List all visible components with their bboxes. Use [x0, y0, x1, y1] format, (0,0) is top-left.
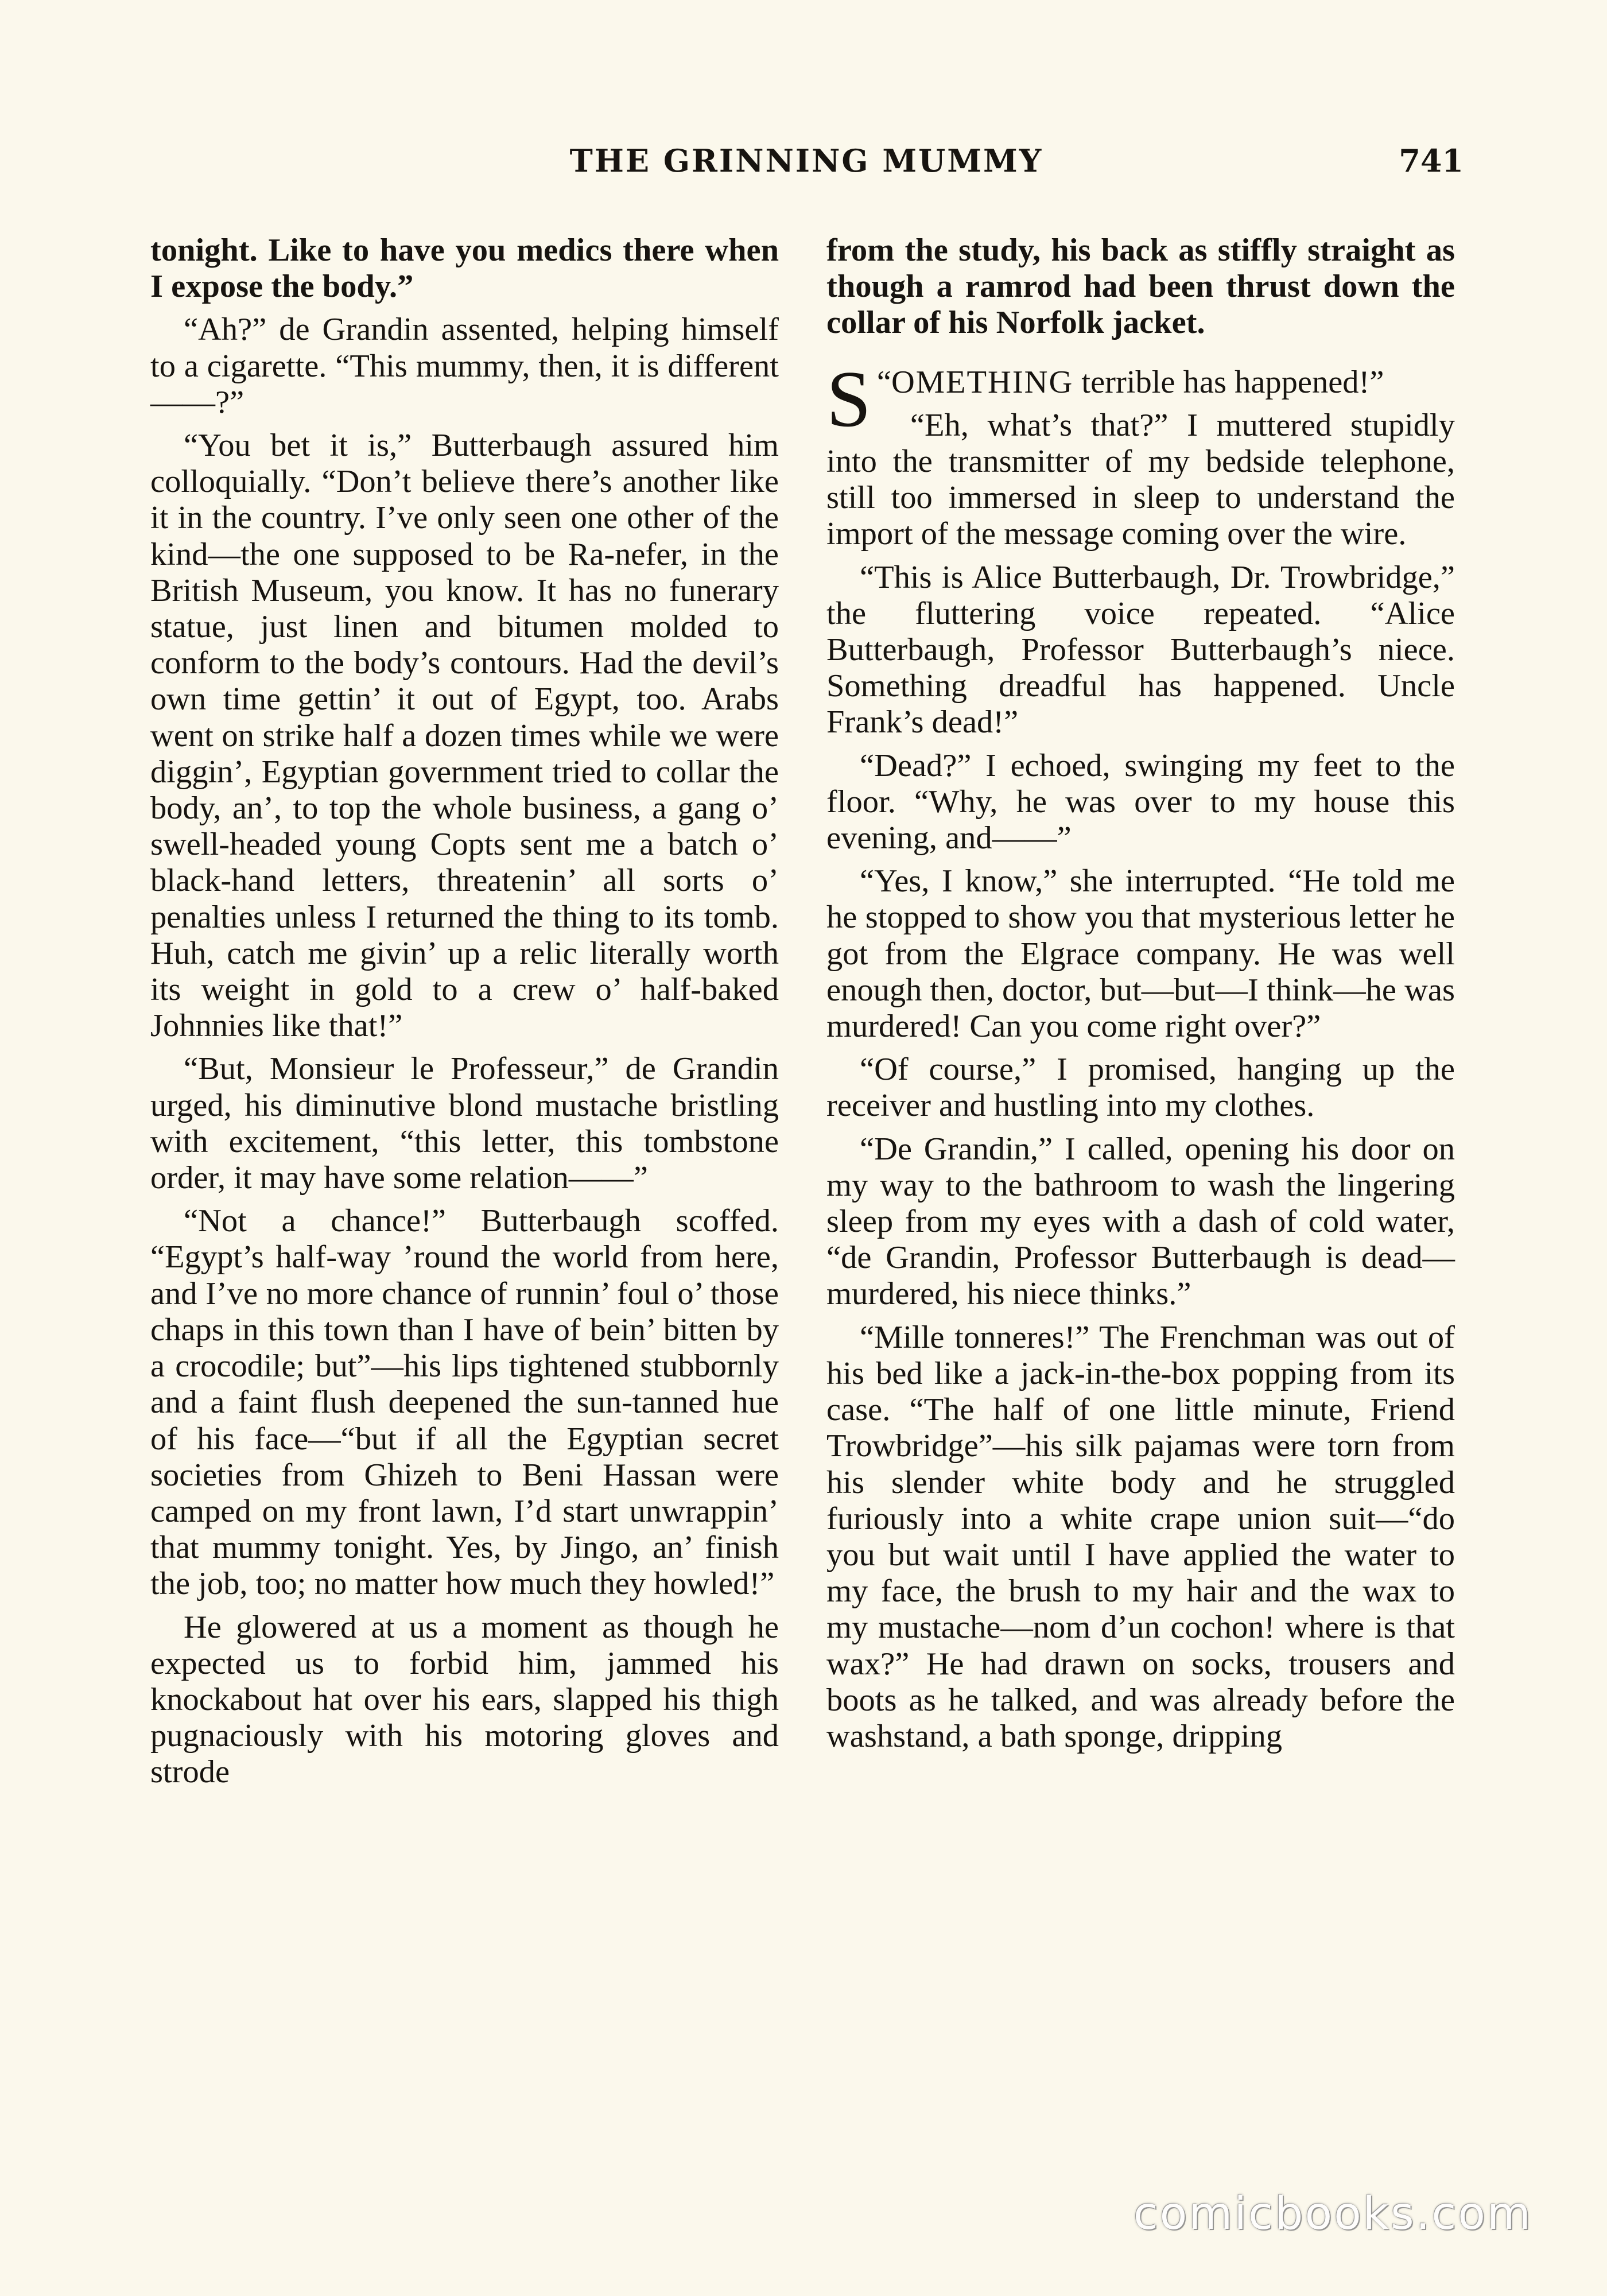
paragraph: “You bet it is,” Butterbaugh assured him colloquially. “Don’t believe there’s another like it in the country. I’ve only seen one other of the kind—the one supposed to be Ra-nefer, in the British Museum, you know. It has no funerary statue, just linen and bitumen molded to conform to the body’s contours. Had the devil’s own time gettin’ it out of Egypt, too. Arabs went on strike half a dozen times while we were diggin’, Egyptian government tried to collar the body, an’, to top the whole business, a gang o’ swell-headed young Copts sent me a batch o’ black-hand letters, threatenin’ all sorts o’ penalties unless I returned the thing to its tomb. Huh, catch me givin’ up a relic literally worth its weight in gold to a crew o’ half-baked Johnnies like that!” [150, 428, 779, 1044]
paragraph: “This is Alice Butterbaugh, Dr. Trowbridge,” the fluttering voice repeated. “Alice Butterbaugh, Professor Butterbaugh’s niece. Something dreadful has happened. Uncle Frank’s dead!” [826, 559, 1455, 740]
section-opening-paragraph: “ S OMETHING terrible has happened!” [826, 354, 1384, 444]
paragraph: “Dead?” I echoed, swinging my feet to the floor. “Why, he was over to my house this evening, and——” [826, 747, 1455, 856]
section-opening-text: terrible has happened!” [1073, 364, 1384, 400]
paragraph: “Yes, I know,” she interrupted. “He told me he stopped to show you that mysterious letter he got from the Elgrace company. He was well enough then, doctor, but—but—I think—he was murdered! Can you come right over?” [826, 863, 1455, 1045]
left-column [150, 232, 779, 1798]
running-title: THE GRINNING MUMMY [569, 142, 1043, 179]
paragraph: “Mille tonneres!” The Frenchman was out of his bed like a jack-in-the-box popping from its case. “The half of one little minute, Friend Trowbridge”—his silk pajamas were torn from his slender white body and he struggled furiously into a white crape union suit—“do you but wait until I have applied the water to my face, the brush to my hair and the wax to my mustache—nom d’un cochon! where is that wax?” He had drawn on socks, trousers and boots as he talked, and was already before the washstand, a bath sponge, dripping [826, 1319, 1455, 1754]
paragraph: He glowered at us a moment as though he expected us to forbid him, jammed his knockabout hat over his ears, slapped his thigh pugnaciously with his motoring gloves and strode [150, 1609, 779, 1790]
paragraph: tonight. Like to have you medics there when I expose the body.” [150, 232, 779, 305]
paragraph: “De Grandin,” I called, opening his door on my way to the bathroom to wash the lingering sleep from my eyes with a dash of cold water, “de Grandin, Professor Butterbaugh is dead—murdered, his niece thinks.” [826, 1131, 1455, 1312]
page-number: 741 [1399, 142, 1464, 179]
watermark: comicbooks.com [1133, 2188, 1532, 2240]
section-opening-caps: OMETHING [891, 364, 1074, 400]
right-column [826, 232, 1455, 1762]
paragraph: from the study, his back as stiffly straight as though a ramrod had been thrust down the collar of his Norfolk jacket. [826, 232, 1455, 341]
paragraph: “Ah?” de Grandin assented, helping himself to a cigarette. “This mummy, then, it is different——?” [150, 312, 779, 420]
page-header [149, 142, 1464, 194]
paragraph: “Of course,” I promised, hanging up the receiver and hustling into my clothes. [826, 1052, 1455, 1124]
paragraph: “Not a chance!” Butterbaugh scoffed. “Egypt’s half-way ’round the world from here, and I’ve no more chance of runnin’ foul o’ those chaps in this town than I have of bein’ bitten by a crocodile; but”—his lips tightened stubbornly and a faint flush deepened the sun-tanned hue of his face—“but if all the Egyptian secret societies from Ghizeh to Beni Hassan were camped on my front lawn, I’d start unwrappin’ that mummy tonight. Yes, by Jingo, an’ finish the job, too; no matter how much they howled!” [150, 1203, 779, 1602]
drop-cap: S [826, 354, 871, 444]
paragraph: “But, Monsieur le Professeur,” de Grandin urged, his diminutive blond mustache bristling with excitement, “this letter, this tombstone order, it may have some relation——” [150, 1051, 779, 1196]
paragraph: “Eh, what’s that?” I muttered stupidly into the transmitter of my bedside telephone, still too immersed in sleep to understand the import of the message coming over the wire. [826, 407, 1455, 552]
